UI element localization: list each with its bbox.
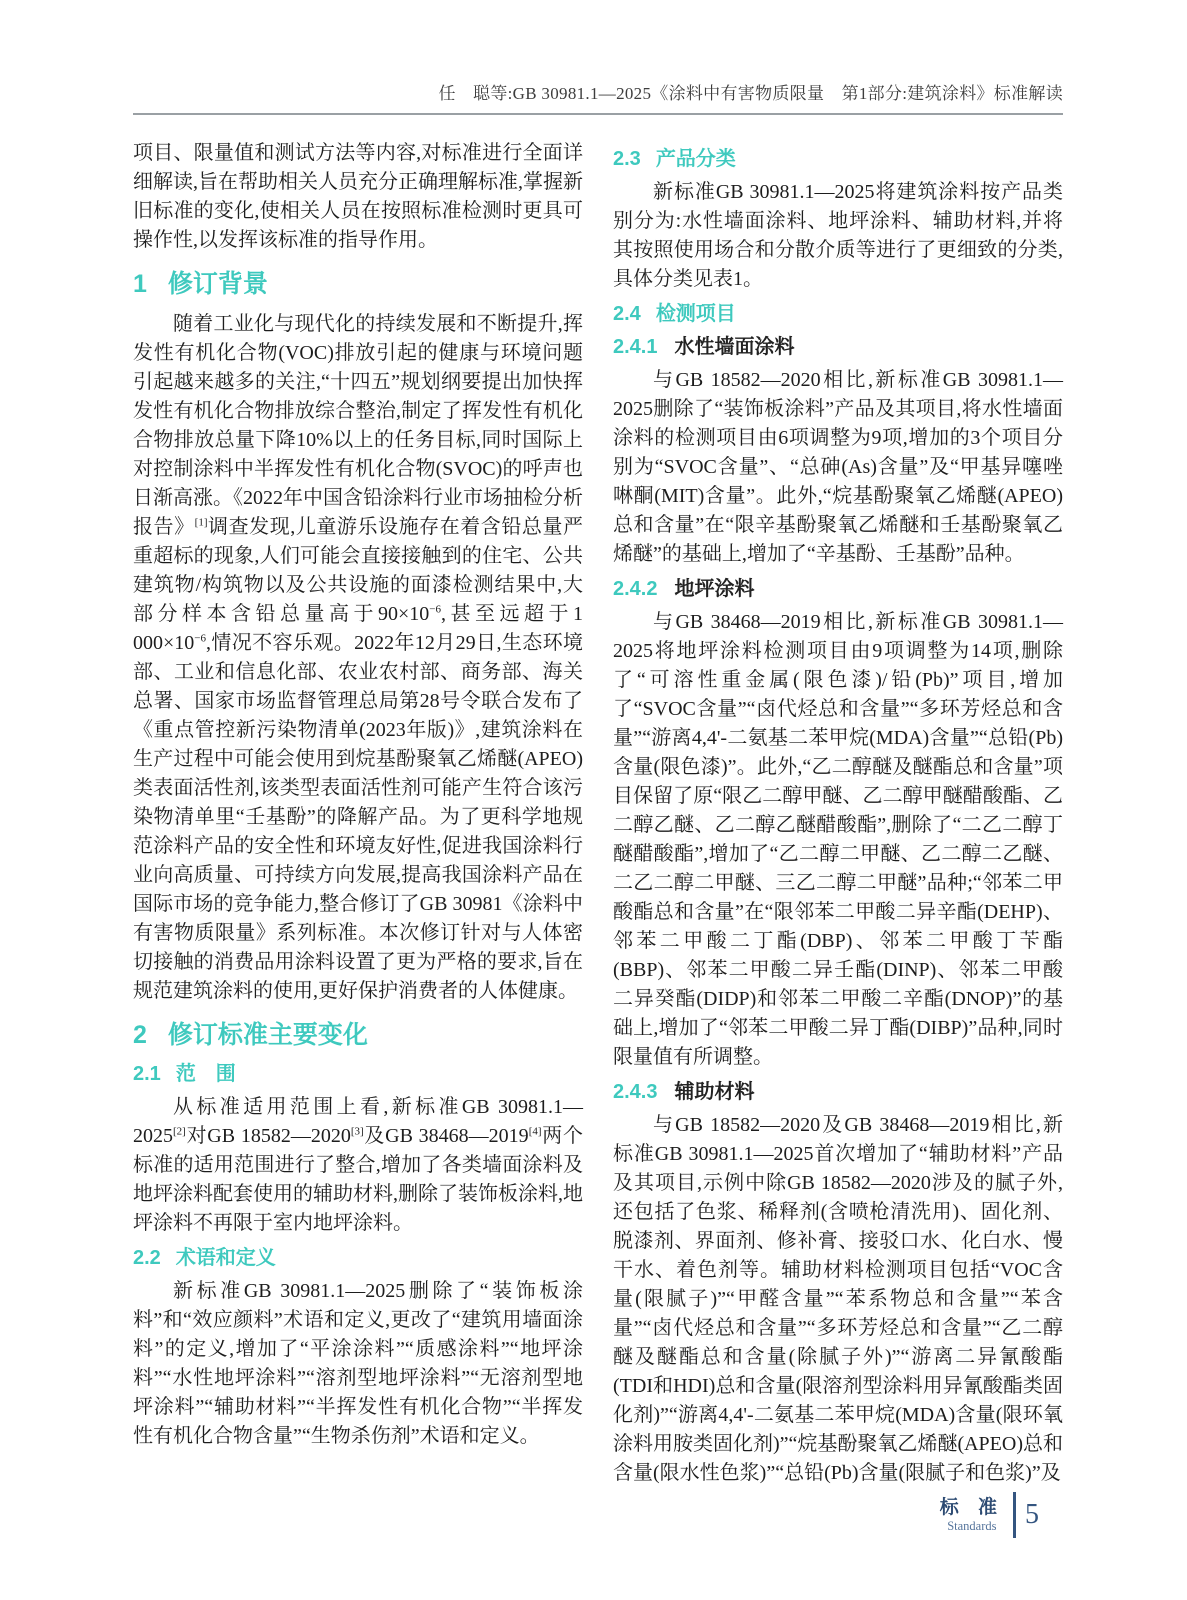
paragraph-continued-intro: 项目、限量值和测试方法等内容,对标准进行全面详细解读,旨在帮助相关人员充分正确理解标准,掌握新旧标准的变化,使相关人员在按照标准检测时更具可操作性,以发挥该标准的指导作用。 [133,142,583,251]
header-rule [133,113,1063,115]
heading-number: 2.3 [613,148,641,170]
heading-number: 2.2 [133,1247,161,1269]
heading-number: 2.4.2 [613,578,658,600]
heading-2-4-test-items [613,301,1063,327]
heading-2-2-terms-definitions [133,1245,583,1271]
heading-text: 修订背景 [167,270,268,298]
heading-2-4-3-auxiliary-materials [613,1079,1063,1105]
running-head-title: 任 聪等:GB 30981.1—2025《涂料中有害物质限量 第1部分:建筑涂料》标准解读 [438,84,1063,103]
left-column [133,139,583,1488]
paragraph-product-classification: 新标准GB 30981.1—2025将建筑涂料按产品类别分为:水性墙面涂料、地坪涂料、辅助材料,并将其按照使用场合和分散介质等进行了更细致的分类,具体分类见表1。 [613,181,1063,290]
page-footer [940,1492,1039,1538]
journal-name [940,1497,1004,1534]
journal-name-en: Standards [947,1518,997,1533]
heading-2-main-changes [133,1020,583,1050]
paragraph-auxiliary-materials: 与GB 18582—2020及GB 38468—2019相比,新标准GB 30981.1—2025首次增加了“辅助材料”产品及其项目,示例中除GB 18582—2020涉及的腻子外,还包括了色浆、稀释剂(含喷枪清洗用)、固化剂、脱漆剂、界面剂、修补膏、接驳口水、化白水、慢干水、着色剂等。辅助材料检测项目包括“VOC含量(限腻子)”“甲醛含量”“苯系物总和含量”“苯含量”“卤代烃总和含量”“多环芳烃总和含量”“乙二醇醚及醚酯总和含量(除腻子外)”“游离二异氰酸酯(TDI和HDI)总和含量(限溶剂型涂料用异氰酸酯类固化剂)”“游离4,4'-二氨基二苯甲烷(MDA)含量(限环氧涂料用胺类固化剂)”“烷基酚聚氧乙烯醚(APEO)总和含量(限水性色浆)”“总铅(Pb)含量(限腻子和色浆)”及 [613,1114,1063,1484]
paragraph-scope: 从标准适用范围上看,新标准GB 30981.1—2025[2]对GB 18582—2020[3]及GB 38468—2019[4]两个标准的适用范围进行了整合,增加了各类墙面涂料及地坪涂料配套使用的辅助材料,删除了装饰板涂料,地坪涂料不再限于室内地坪涂料。 [133,1096,583,1234]
paragraph-waterborne-wall-coatings: 与GB 18582—2020相比,新标准GB 30981.1—2025删除了“装饰板涂料”产品及其项目,将水性墙面涂料的检测项目由6项调整为9项,增加的3个项目分别为“SVOC含量”、“总砷(As)含量”及“甲基异噻唑啉酮(MIT)含量”。此外,“烷基酚聚氧乙烯醚(APEO)总和含量”在“限辛基酚聚氧乙烯醚和壬基酚聚氧乙烯醚”的基础上,增加了“辛基酚、壬基酚”品种。 [613,369,1063,565]
heading-text: 修订标准主要变化 [167,1021,368,1049]
page-number: 5 [1025,1499,1039,1530]
heading-number: 1 [133,270,147,298]
heading-2-4-1-waterborne-wall-coatings [613,334,1063,360]
heading-text: 术语和定义 [175,1247,276,1269]
right-column [613,139,1063,1488]
paragraph-floor-coatings: 与GB 38468—2019相比,新标准GB 30981.1—2025将地坪涂料检测项目由9项调整为14项,删除了“可溶性重金属(限色漆)/铅(Pb)”项目,增加了“SVOC含量”“卤代烃总和含量”“多环芳烃总和含量”“游离4,4'-二氨基二苯甲烷(MDA)含量”“总铅(Pb)含量(限色漆)”。此外,“乙二醇醚及醚酯总和含量”项目保留了原“限乙二醇甲醚、乙二醇甲醚醋酸酯、乙二醇乙醚、乙二醇乙醚醋酸酯”,删除了“二乙二醇丁醚醋酸酯”,增加了“乙二醇二甲醚、乙二醇二乙醚、二乙二醇二甲醚、三乙二醇二甲醚”品种;“邻苯二甲酸酯总和含量”在“限邻苯二甲酸二异辛酯(DEHP)、邻苯二甲酸二丁酯(DBP)、邻苯二甲酸丁苄酯(BBP)、邻苯二甲酸二异壬酯(DINP)、邻苯二甲酸二异癸酯(DIDP)和邻苯二甲酸二辛酯(DNOP)”的基础上,增加了“邻苯二甲酸二异丁酯(DIBP)”品种,同时限量值有所调整。 [613,611,1063,1068]
heading-text: 产品分类 [655,148,736,170]
paragraph-revision-background: 随着工业化与现代化的持续发展和不断提升,挥发性有机化合物(VOC)排放引起的健康与环境问题引起越来越多的关注,“十四五”规划纲要提出加快挥发性有机化合物排放综合整治,制定了挥发性有机化合物排放总量下降10%以上的任务目标,同时国际上对控制涂料中半挥发性有机化合物(SVOC)的呼声也日渐高涨。《2022年中国含铅涂料行业市场抽检分析报告》[1]调查发现,儿童游乐设施存在着含铅总量严重超标的现象,人们可能会直接接触到的住宅、公共建筑物/构筑物以及公共设施的面漆检测结果中,大部分样本含铅总量高于$90\times 10^{-6}$,甚至远超于1 $000\times 10^{-6}$,情况不容乐观。2022年12月29日,生态环境部、工业和信息化部、农业农村部、商务部、海关总署、国家市场监督管理总局第28号令联合发布了《重点管控新污染物清单(2023年版)》,建筑涂料在生产过程中可能会使用到烷基酚聚氧乙烯醚(APEO)类表面活性剂,该类型表面活性剂可能产生符合该污染物清单里“壬基酚”的降解产品。为了更科学地规范涂料产品的安全性和环境友好性,促进我国涂料行业向高质量、可持续方向发展,提高我国涂料产品在国际市场的竞争能力,整合修订了GB 30981《涂料中有害物质限量》系列标准。本次修订针对与人体密切接触的消费品用涂料设置了更为严格的要求,旨在规范建筑涂料的使用,更好保护消费者的人体健康。 [133,313,584,1002]
heading-1-revision-background [133,269,583,299]
heading-number: 2.4 [613,303,641,325]
two-column-body [133,139,1063,1488]
footer-divider [1013,1492,1016,1538]
heading-2-1-scope [133,1061,583,1087]
heading-number: 2.1 [133,1063,161,1085]
heading-text: 检测项目 [655,303,736,325]
paragraph-terms-definitions: 新标准GB 30981.1—2025删除了“装饰板涂料”和“效应颜料”术语和定义,更改了“建筑用墙面涂料”的定义,增加了“平涂涂料”“质感涂料”“地坪涂料”“水性地坪涂料”“溶剂型地坪涂料”“无溶剂型地坪涂料”“辅助材料”“半挥发性有机化合物”“半挥发性有机化合物含量”“生物杀伤剂”术语和定义。 [133,1280,583,1447]
heading-number: 2.4.1 [613,336,658,358]
heading-2-3-product-classification [613,146,1063,172]
heading-text: 范 围 [175,1063,236,1085]
heading-text: 水性墙面涂料 [674,336,795,358]
heading-2-4-2-floor-coatings [613,576,1063,602]
journal-name-cn: 标 准 [939,1496,1004,1518]
heading-number: 2 [133,1021,147,1049]
heading-text: 地坪涂料 [674,578,755,600]
heading-text: 辅助材料 [674,1081,755,1103]
heading-number: 2.4.3 [613,1081,658,1103]
